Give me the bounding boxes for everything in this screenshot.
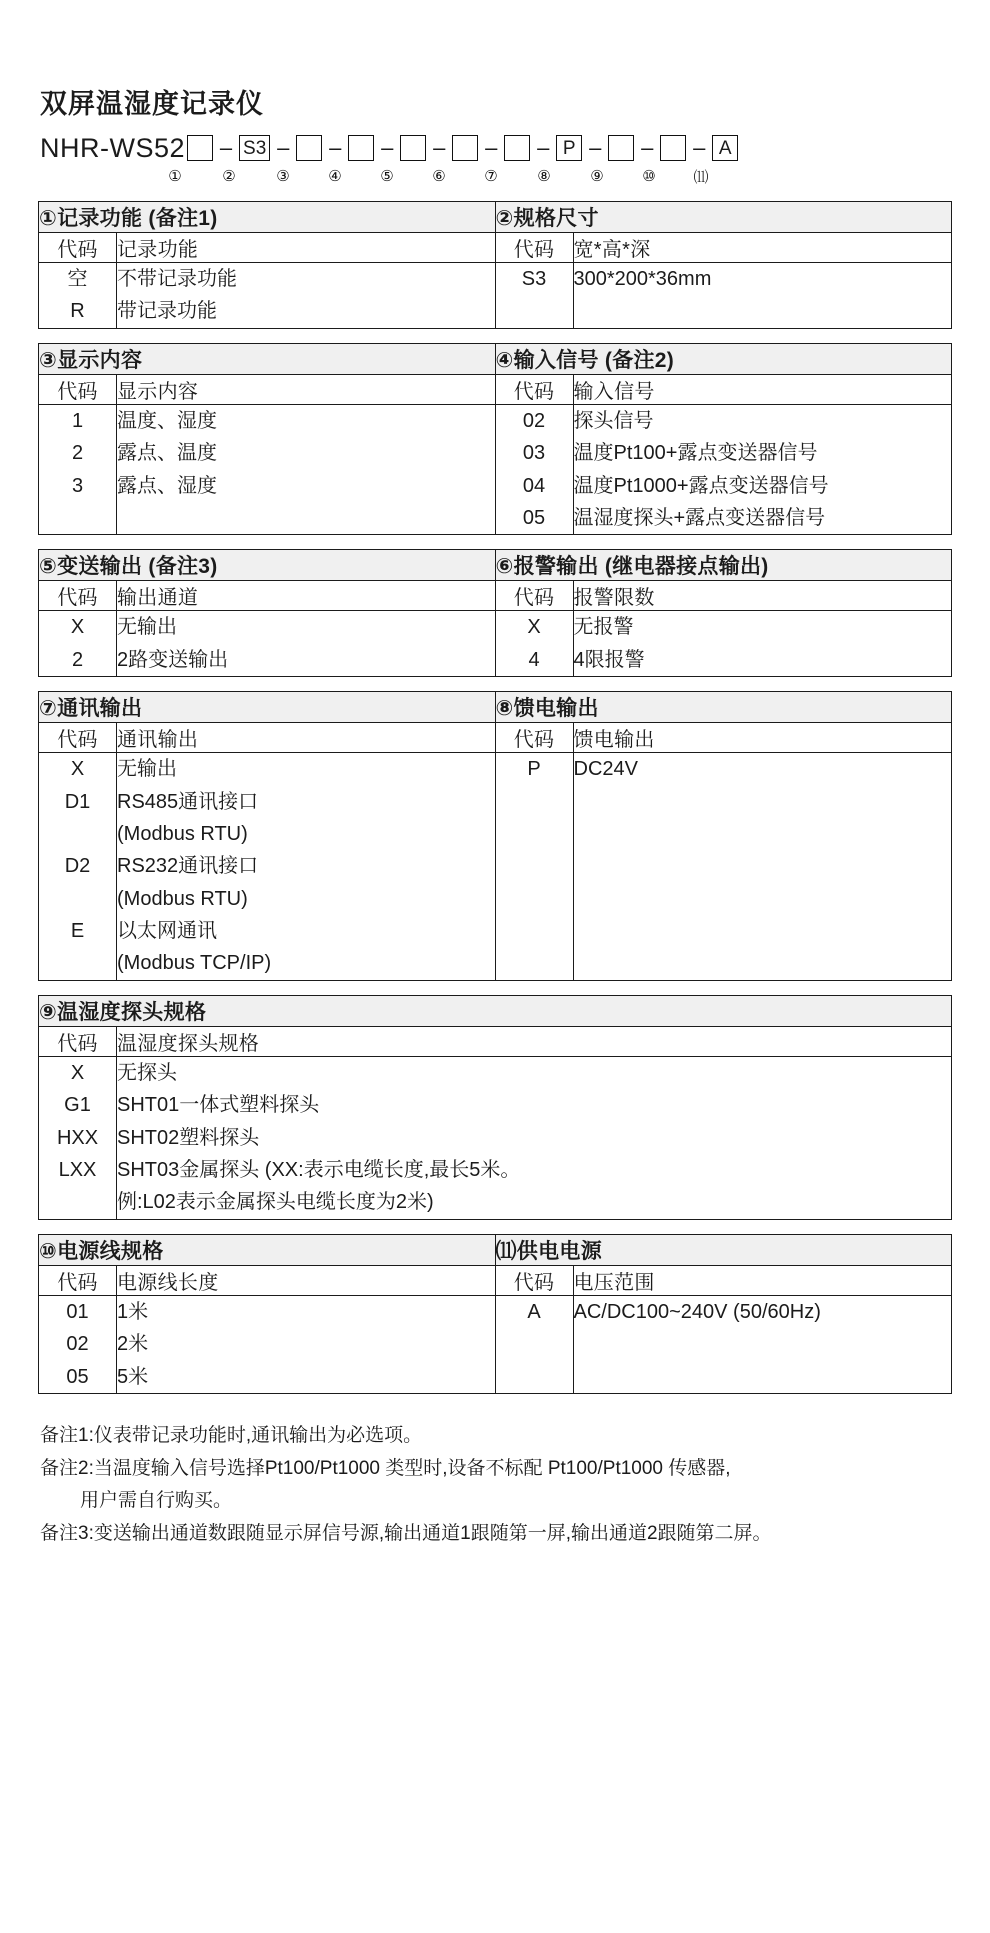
code-list-9: X G1 HXX LXX (39, 1056, 117, 1219)
code-header-2: 代码 (495, 233, 573, 263)
note-2-cont: 用户需自行购买。 (80, 1490, 233, 1512)
model-index-5: ⑤ (380, 168, 394, 185)
model-dash: – (485, 135, 498, 160)
section-header-3: ③显示内容 (39, 343, 496, 374)
code-header-10: 代码 (39, 1265, 117, 1295)
value-list-2: 300*200*36mm (573, 263, 952, 329)
model-index-3: ③ (276, 168, 290, 185)
code-header-5: 代码 (39, 581, 117, 611)
note-2: 备注2:当温度输入信号选择Pt100/Pt1000 类型时,设备不标配 Pt100/Pt1000 传感器, (40, 1457, 731, 1479)
table-row (39, 753, 952, 981)
model-dash: – (219, 135, 233, 160)
table-row (39, 1026, 952, 1056)
code-list-4: 02 03 04 05 (495, 404, 573, 535)
table-row (39, 581, 952, 611)
code-header-9: 代码 (39, 1026, 117, 1056)
model-dash: – (381, 135, 394, 160)
model-index-row (40, 165, 952, 187)
table-row (39, 1234, 952, 1265)
code-list-3: 1 2 3 (39, 404, 117, 535)
value-header-7: 通讯输出 (117, 723, 496, 753)
code-list-2: S3 (495, 263, 573, 329)
model-slot-3 (296, 135, 322, 161)
value-list-1: 不带记录功能 带记录功能 (117, 263, 496, 329)
section-header-4: ④输入信号 (备注2) (495, 343, 952, 374)
value-header-4: 输入信号 (573, 374, 952, 404)
model-slot-9 (608, 135, 634, 161)
value-header-11: 电压范围 (573, 1265, 952, 1295)
section-header-8: ⑧馈电输出 (495, 692, 952, 723)
table-row (39, 995, 952, 1026)
model-slot-1 (187, 135, 213, 161)
value-list-7: 无输出 RS485通讯接口 (Modbus RTU) RS232通讯接口 (Modbus RTU) 以太网通讯 (Modbus TCP/IP) (117, 753, 496, 981)
model-index-6: ⑥ (432, 168, 446, 185)
model-slot-2: S3 (239, 135, 270, 161)
section-header-7: ⑦通讯输出 (39, 692, 496, 723)
code-header-3: 代码 (39, 374, 117, 404)
spec-table-9 (38, 995, 952, 1220)
model-index-9: ⑨ (590, 168, 604, 185)
table-row (39, 611, 952, 677)
model-dash: – (693, 135, 706, 160)
code-header-4: 代码 (495, 374, 573, 404)
model-slot-6 (452, 135, 478, 161)
model-slot-7 (504, 135, 530, 161)
model-index-7: ⑦ (484, 168, 498, 185)
model-dash: – (641, 135, 654, 160)
table-row (39, 233, 952, 263)
spec-table-5-6 (38, 549, 952, 677)
code-list-1: 空 R (39, 263, 117, 329)
table-row (39, 550, 952, 581)
code-list-7: X D1 D2 E (39, 753, 117, 981)
table-row (39, 692, 952, 723)
value-list-10: 1米 2米 5米 (117, 1295, 496, 1393)
table-row (39, 1056, 952, 1219)
value-list-5: 无输出 2路变送输出 (117, 611, 496, 677)
model-slot-4 (348, 135, 374, 161)
section-header-1: ①记录功能 (备注1) (39, 202, 496, 233)
value-header-9: 温湿度探头规格 (117, 1026, 952, 1056)
model-index-10: ⑩ (642, 168, 656, 185)
model-slot-11: A (712, 135, 738, 161)
model-dash: – (277, 135, 290, 160)
notes-block (40, 1420, 952, 1551)
code-header-11: 代码 (495, 1265, 573, 1295)
model-dash: – (433, 135, 446, 160)
value-list-6: 无报警 4限报警 (573, 611, 952, 677)
code-header-6: 代码 (495, 581, 573, 611)
model-index-1: ① (168, 168, 182, 185)
model-slot-8: P (556, 135, 582, 161)
model-index-2: ② (222, 168, 236, 185)
model-dash: – (329, 135, 342, 160)
value-header-6: 报警限数 (573, 581, 952, 611)
model-slot-10 (660, 135, 686, 161)
value-list-9: 无探头 SHT01一体式塑料探头 SHT02塑料探头 SHT03金属探头 (XX:表示电缆长度,最长5米。 例:L02表示金属探头电缆长度为2米) (117, 1056, 952, 1219)
code-header-1: 代码 (39, 233, 117, 263)
model-dash: – (537, 135, 550, 160)
value-header-1: 记录功能 (117, 233, 496, 263)
code-list-5: X 2 (39, 611, 117, 677)
note-3: 备注3:变送输出通道数跟随显示屏信号源,输出通道1跟随第一屏,输出通道2跟随第二屏。 (40, 1523, 772, 1544)
value-list-4: 探头信号 温度Pt100+露点变送器信号 温度Pt1000+露点变送器信号 温湿度探头+露点变送器信号 (573, 404, 952, 535)
model-index-4: ④ (328, 168, 342, 185)
model-index-11: ⑾ (693, 168, 709, 186)
table-row (39, 374, 952, 404)
model-prefix: NHR-WS52 (40, 132, 186, 163)
section-header-10: ⑩电源线规格 (39, 1234, 496, 1265)
spec-table-10-11 (38, 1234, 952, 1394)
spec-table-1-2 (38, 201, 952, 329)
value-header-3: 显示内容 (117, 374, 496, 404)
spec-table-7-8 (38, 691, 952, 981)
spec-table-3-4 (38, 343, 952, 536)
code-list-10: 01 02 05 (39, 1295, 117, 1393)
model-dash: – (589, 135, 602, 160)
code-header-7: 代码 (39, 723, 117, 753)
table-row (39, 1295, 952, 1393)
model-index-8: ⑧ (537, 168, 551, 185)
section-header-6: ⑥报警输出 (继电器接点输出) (495, 550, 952, 581)
code-header-8: 代码 (495, 723, 573, 753)
value-list-8: DC24V (573, 753, 952, 981)
value-header-8: 馈电输出 (573, 723, 952, 753)
value-list-3: 温度、湿度 露点、温度 露点、湿度 (117, 404, 496, 535)
value-header-10: 电源线长度 (117, 1265, 496, 1295)
model-slot-5 (400, 135, 426, 161)
section-header-11: ⑾供电电源 (495, 1234, 952, 1265)
table-row (39, 723, 952, 753)
table-row (39, 202, 952, 233)
code-list-6: X 4 (495, 611, 573, 677)
code-list-8: P (495, 753, 573, 981)
table-row (39, 343, 952, 374)
table-row (39, 263, 952, 329)
section-header-9: ⑨温湿度探头规格 (39, 995, 952, 1026)
section-header-5: ⑤变送输出 (备注3) (39, 550, 496, 581)
code-list-11: A (495, 1295, 573, 1393)
table-row (39, 1265, 952, 1295)
model-code-row (40, 131, 952, 165)
value-list-11: AC/DC100~240V (50/60Hz) (573, 1295, 952, 1393)
page-title: 双屏温湿度记录仪 (40, 89, 264, 119)
note-1: 备注1:仪表带记录功能时,通讯输出为必选项。 (40, 1424, 423, 1446)
value-header-5: 输出通道 (117, 581, 496, 611)
value-header-2: 宽*高*深 (573, 233, 952, 263)
top-margin (38, 46, 952, 68)
section-header-2: ②规格尺寸 (495, 202, 952, 233)
table-row (39, 404, 952, 535)
